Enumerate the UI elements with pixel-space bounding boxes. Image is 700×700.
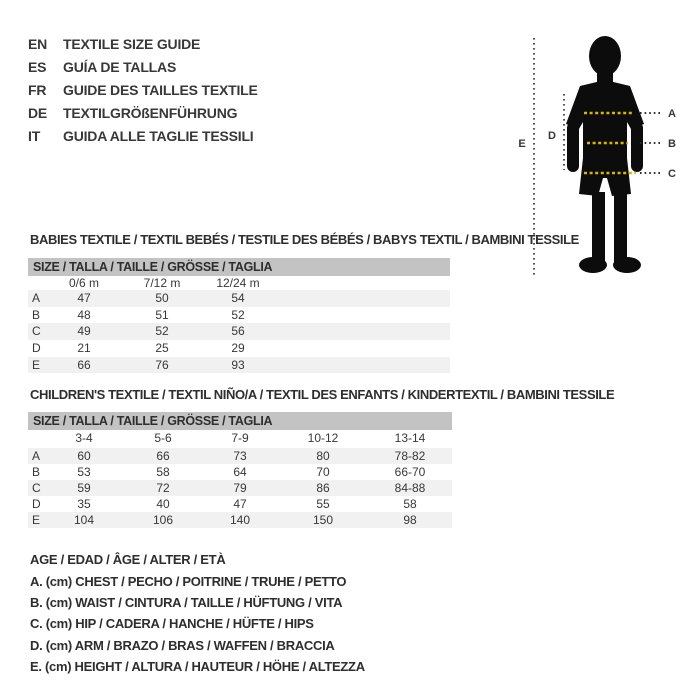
cell: 66-70 <box>394 465 426 479</box>
language-title: GUÍA DE TALLAS <box>63 59 177 75</box>
cell: 106 <box>152 513 174 527</box>
table-row <box>28 448 452 464</box>
column-header: 3-4 <box>75 431 93 445</box>
cell: 84-88 <box>394 481 426 495</box>
measure-label-e: E <box>518 138 526 150</box>
babies-size-table <box>28 258 450 374</box>
row-label: C <box>32 324 41 339</box>
column-header: 10-12 <box>307 431 339 445</box>
language-title: TEXTILE SIZE GUIDE <box>63 36 201 52</box>
table-row <box>28 307 450 324</box>
row-label: D <box>32 497 41 511</box>
children-column-header-row <box>28 430 452 446</box>
cell: 29 <box>231 341 245 356</box>
table-row <box>28 496 452 512</box>
cell: 25 <box>155 341 169 356</box>
column-header: 7/12 m <box>143 276 181 290</box>
cell: 52 <box>231 307 245 322</box>
cell: 59 <box>77 481 91 495</box>
measure-label-d: D <box>548 130 556 142</box>
cell: 51 <box>155 307 169 322</box>
row-label: A <box>32 291 41 305</box>
language-code: DE <box>28 105 48 121</box>
legend-line-height: E. (cm) HEIGHT / ALTURA / HAUTEUR / HÖHE / ALTEZZA <box>30 659 365 674</box>
legend-line-chest: A. (cm) CHEST / PECHO / POITRINE / TRUHE / PETTO <box>30 574 347 589</box>
table-row <box>28 512 452 528</box>
row-label: B <box>32 307 41 322</box>
language-line <box>28 56 258 79</box>
cell: 47 <box>77 291 91 305</box>
children-size-table <box>28 412 452 528</box>
measure-label-a: A <box>668 108 676 120</box>
language-code: EN <box>28 36 48 52</box>
legend-line-waist: B. (cm) WAIST / CINTURA / TAILLE / HÜFTUNG / VITA <box>30 595 343 610</box>
language-title: GUIDA ALLE TAGLIE TESSILI <box>63 128 254 144</box>
table-row <box>28 323 450 340</box>
cell: 48 <box>77 307 91 322</box>
cell: 70 <box>316 465 330 479</box>
language-code: FR <box>28 82 47 98</box>
legend-line-age: AGE / EDAD / ÂGE / ALTER / ETÀ <box>30 552 226 567</box>
table-row <box>28 480 452 496</box>
measure-label-b: B <box>668 138 676 150</box>
language-line <box>28 79 258 102</box>
language-line <box>28 125 258 148</box>
cell: 80 <box>316 449 330 463</box>
cell: 55 <box>316 497 330 511</box>
language-title: GUIDE DES TAILLES TEXTILE <box>63 82 258 98</box>
row-label: E <box>32 357 41 372</box>
cell: 93 <box>231 357 245 372</box>
cell: 86 <box>316 481 330 495</box>
cell: 73 <box>233 449 247 463</box>
language-code: ES <box>28 59 47 75</box>
cell: 54 <box>231 291 245 305</box>
language-code: IT <box>28 128 41 144</box>
legend-line-arm: D. (cm) ARM / BRAZO / BRAS / WAFFEN / BRACCIA <box>30 638 335 653</box>
language-title-list <box>28 33 258 148</box>
column-header: 5-6 <box>154 431 172 445</box>
cell: 50 <box>155 291 169 305</box>
babies-column-header-row <box>28 276 450 290</box>
cell: 47 <box>233 497 247 511</box>
cell: 58 <box>403 497 417 511</box>
cell: 35 <box>77 497 91 511</box>
cell: 58 <box>156 465 170 479</box>
row-label: E <box>32 513 41 527</box>
cell: 98 <box>403 513 417 527</box>
cell: 52 <box>155 324 169 339</box>
column-header: 0/6 m <box>68 276 99 290</box>
table-row <box>28 357 450 374</box>
cell: 64 <box>233 465 247 479</box>
cell: 53 <box>77 465 91 479</box>
cell: 78-82 <box>394 449 426 463</box>
table-row <box>28 464 452 480</box>
column-header: 7-9 <box>231 431 249 445</box>
row-label: C <box>32 481 41 495</box>
cell: 66 <box>156 449 170 463</box>
table-row <box>28 340 450 357</box>
measure-label-c: C <box>668 168 676 180</box>
cell: 21 <box>77 341 91 356</box>
table-row <box>28 290 450 307</box>
row-label: A <box>32 449 41 463</box>
cell: 79 <box>233 481 247 495</box>
cell: 56 <box>231 324 245 339</box>
children-section-title: CHILDREN'S TEXTILE / TEXTIL NIÑO/A / TEXTIL DES ENFANTS / KINDERTEXTIL / BAMBINI TESSILE <box>30 387 615 402</box>
cell: 49 <box>77 324 91 339</box>
language-line <box>28 33 258 56</box>
babies-size-header-bar: SIZE / TALLA / TAILLE / GRÖSSE / TAGLIA <box>28 258 450 276</box>
babies-section-title: BABIES TEXTILE / TEXTIL BEBÉS / TESTILE DES BÉBÉS / BABYS TEXTIL / BAMBINI TESSILE <box>30 232 579 247</box>
cell: 66 <box>77 357 91 372</box>
cell: 60 <box>77 449 91 463</box>
cell: 104 <box>73 513 95 527</box>
row-label: B <box>32 465 41 479</box>
cell: 150 <box>312 513 334 527</box>
cell: 72 <box>156 481 170 495</box>
children-size-header-bar: SIZE / TALLA / TAILLE / GRÖSSE / TAGLIA <box>28 412 452 430</box>
language-title: TEXTILGRÖßENFÜHRUNG <box>63 105 238 121</box>
language-line <box>28 102 258 125</box>
cell: 76 <box>155 357 169 372</box>
legend-line-hip: C. (cm) HIP / CADERA / HANCHE / HÜFTE / HIPS <box>30 616 314 631</box>
column-header: 12/24 m <box>216 276 260 290</box>
row-label: D <box>32 341 41 356</box>
cell: 140 <box>229 513 251 527</box>
column-header: 13-14 <box>394 431 426 445</box>
cell: 40 <box>156 497 170 511</box>
